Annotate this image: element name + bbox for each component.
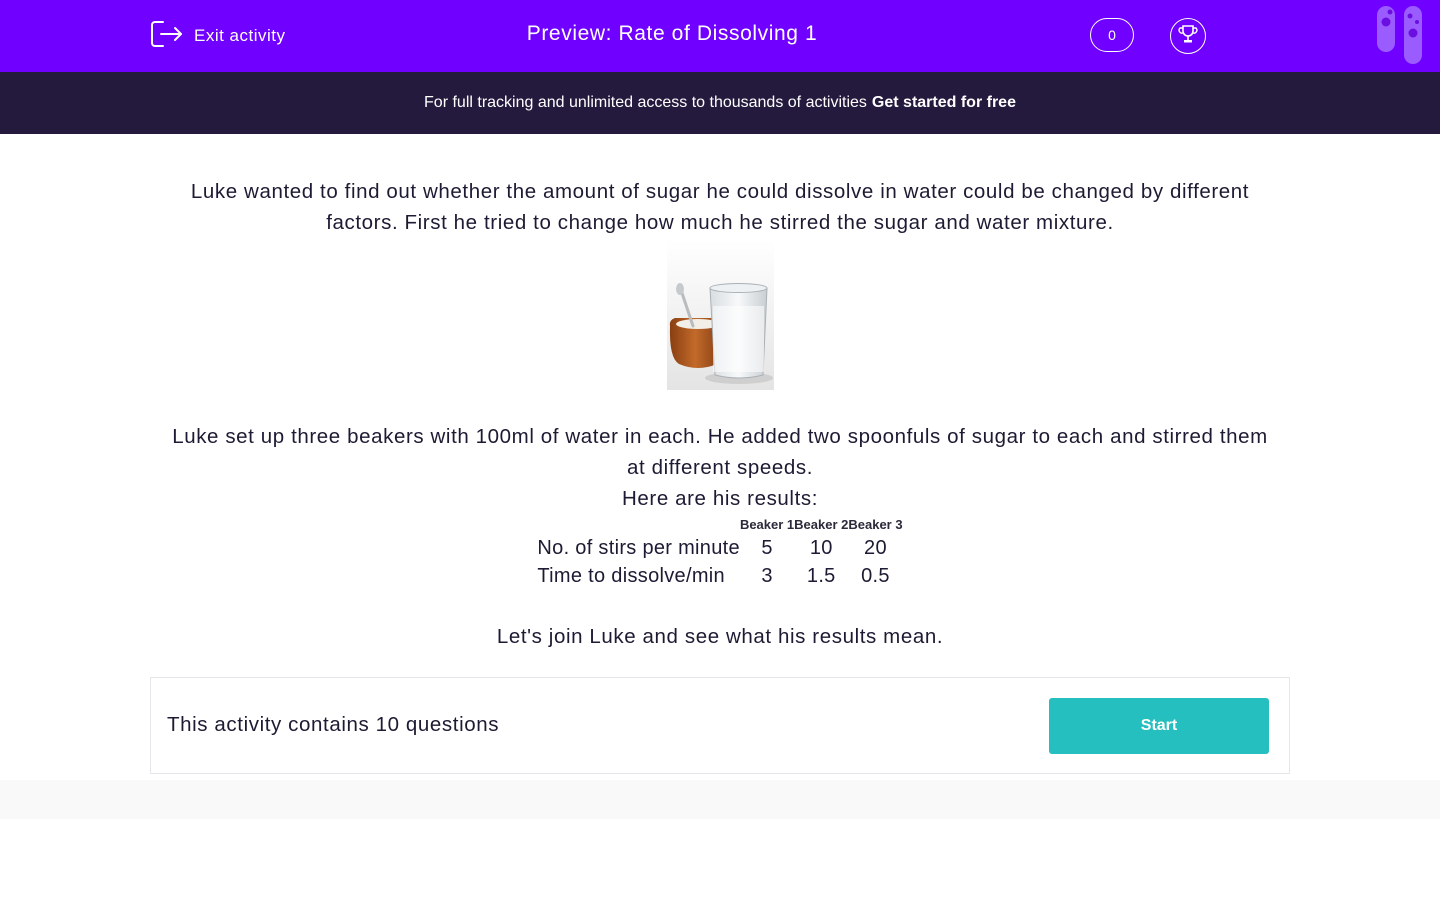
table-cell: 3	[761, 565, 773, 587]
start-button[interactable]: Start	[1049, 698, 1269, 754]
table-header-cell: Beaker 3	[848, 517, 903, 532]
get-started-link[interactable]: Get started for free	[871, 94, 1016, 111]
table-cell: 20	[864, 537, 887, 559]
table-cell: 10	[809, 537, 833, 559]
top-bar	[0, 0, 1440, 72]
table-header-cell	[537, 516, 740, 534]
results-heading: Here are his results:	[621, 487, 819, 510]
intro-text: Luke wanted to find out whether the amount of sugar he could dissolve in water could be changed by different factors. First he tried to change how much he stirred the sugar and water mixture.	[190, 180, 1250, 234]
exit-activity-label: Exit activity	[194, 26, 286, 45]
promo-banner	[0, 72, 1440, 134]
table-cell: 0.5	[861, 565, 890, 587]
table-row	[537, 534, 902, 562]
table-header-cell: Beaker 2	[794, 517, 849, 532]
page-title: Preview: Rate of Dissolving 1	[526, 22, 818, 45]
trophy-icon	[1177, 23, 1199, 50]
question-count: This activity contains 10 questions	[167, 713, 500, 736]
table-row	[537, 562, 902, 590]
test-tubes-icon	[1374, 4, 1440, 69]
exit-activity-button[interactable]	[150, 20, 286, 52]
setup-text: Luke set up three beakers with 100ml of water in each. He added two spoonfuls of sugar to each and stirred them at different speeds.	[172, 425, 1268, 479]
score-value: 0	[1108, 27, 1116, 43]
page-footer-strip	[0, 780, 1440, 819]
table-header-cell: Beaker 1	[739, 517, 795, 532]
trophy-button[interactable]	[1170, 18, 1206, 54]
exit-icon	[150, 19, 184, 54]
sugar-and-water-image	[667, 240, 774, 390]
score-badge	[1090, 18, 1134, 52]
table-cell: 5	[761, 537, 773, 559]
table-cell: 1.5	[806, 565, 836, 587]
activity-footer	[150, 677, 1290, 774]
activity-intro	[160, 176, 1280, 652]
banner-text: For full tracking and unlimited access to thousands of activities	[424, 94, 867, 111]
results-table	[537, 516, 902, 590]
row-label: Time to dissolve/min	[537, 565, 725, 587]
table-header-row	[537, 516, 902, 534]
outro-text: Let's join Luke and see what his results mean.	[496, 625, 944, 648]
row-label: No. of stirs per minute	[537, 537, 740, 559]
